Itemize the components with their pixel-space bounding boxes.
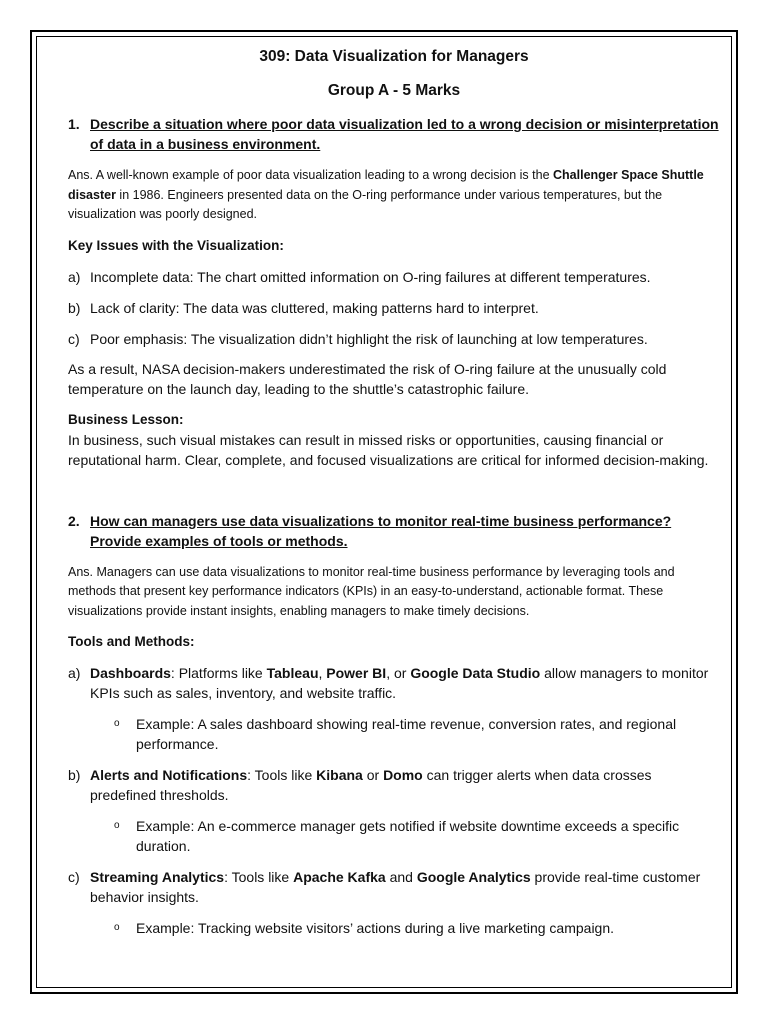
item-text xyxy=(90,765,720,805)
item-label: a) xyxy=(68,268,81,285)
bullet-icon: o xyxy=(114,820,120,831)
question-2 xyxy=(68,511,720,551)
question-number: 1. xyxy=(68,116,80,132)
lesson-heading: Business Lesson: xyxy=(68,411,184,427)
issue-item xyxy=(68,329,720,349)
answer-prefix: Ans. A well-known example of poor data visualization leading to a wrong decision is the xyxy=(68,168,554,182)
text-run: , or xyxy=(386,665,411,681)
question-text: Describe a situation where poor data visualization led to a wrong decision or misinterpretation of data in a business environment. xyxy=(90,116,719,152)
tool-item-streaming xyxy=(68,867,720,907)
document-body xyxy=(68,46,720,938)
item-text xyxy=(90,867,720,907)
tool-name: Dashboards xyxy=(90,665,171,681)
result-paragraph: As a result, NASA decision-makers underestimated the risk of O-ring failure at the unusually cold temperature on the launch day, leading to the shuttle’s catastrophic failure. xyxy=(68,360,667,397)
answer-emphasis: Challenger Space Shuttle disaster xyxy=(68,168,704,202)
issues-heading: Key Issues with the Visualization: xyxy=(68,237,284,253)
text-run: can trigger alerts when data crosses predefined thresholds. xyxy=(90,767,652,803)
issue-item xyxy=(68,267,720,287)
issue-item xyxy=(68,298,720,318)
tool-item-alerts xyxy=(68,765,720,805)
bullet-icon: o xyxy=(114,718,120,729)
tool-name: Streaming Analytics xyxy=(90,869,225,885)
text-run: , xyxy=(318,665,327,681)
item-label: b) xyxy=(68,299,81,316)
item-label: c) xyxy=(68,330,80,347)
answer-1 xyxy=(68,166,720,225)
example-text: Example: Tracking website visitors’ actions during a live marketing campaign. xyxy=(136,920,615,936)
item-text: Poor emphasis: The visualization didn’t highlight the risk of launching at low temperatures. xyxy=(90,330,648,347)
tool-brand: Tableau xyxy=(266,665,319,681)
answer-2: Ans. Managers can use data visualizations to monitor real-time business performance by leveraging tools and methods that present key performance indicators (KPIs) in an easy-to-understand, actionable format. These visualizations provide instant insights, enabling managers to make timely decisions. xyxy=(68,564,675,618)
example-item xyxy=(68,918,720,938)
answer-rest: in 1986. Engineers presented data on the O-ring performance under various temperatures, but the visualization was poorly designed. xyxy=(68,187,663,221)
tool-brand: Google Data Studio xyxy=(410,665,541,681)
item-label: b) xyxy=(68,767,81,783)
tool-item-dashboards xyxy=(68,663,720,703)
group-heading: Group A - 5 Marks xyxy=(327,82,461,99)
example-text: Example: A sales dashboard showing real-time revenue, conversion rates, and regional performance. xyxy=(136,716,677,752)
bullet-icon: o xyxy=(114,922,120,933)
question-text: How can managers use data visualizations to monitor real-time business performance? Provide examples of tools or methods. xyxy=(90,512,672,549)
document-title: 309: Data Visualization for Managers xyxy=(259,48,529,65)
text-run: or xyxy=(362,767,384,783)
tool-brand: Kibana xyxy=(316,767,363,783)
tool-brand: Domo xyxy=(383,767,423,783)
item-text xyxy=(90,663,720,703)
text-run: : Tools like xyxy=(247,767,317,783)
text-run: allow managers to monitor KPIs such as sales, inventory, and website traffic. xyxy=(90,665,709,701)
example-item xyxy=(68,816,720,856)
lesson-paragraph: In business, such visual mistakes can result in missed risks or opportunities, causing financial or reputational harm. Clear, complete, and focused visualizations are critical for informed decision-making. xyxy=(68,431,709,468)
text-run: : Tools like xyxy=(224,869,294,885)
text-run: provide real-time customer behavior insights. xyxy=(90,869,701,905)
item-text: Incomplete data: The chart omitted information on O-ring failures at different temperatures. xyxy=(90,268,651,285)
example-item xyxy=(68,714,720,754)
tool-brand: Apache Kafka xyxy=(293,869,386,885)
tools-heading: Tools and Methods: xyxy=(68,634,195,649)
text-run: : Platforms like xyxy=(170,665,267,681)
text-run: and xyxy=(385,869,417,885)
tool-brand: Power BI xyxy=(326,665,387,681)
question-number: 2. xyxy=(68,512,80,529)
item-label: a) xyxy=(68,665,81,681)
item-label: c) xyxy=(68,869,80,885)
tool-brand: Google Analytics xyxy=(416,869,531,885)
question-1 xyxy=(68,114,720,154)
item-text: Lack of clarity: The data was cluttered, making patterns hard to interpret. xyxy=(90,299,539,316)
example-text: Example: An e-commerce manager gets notified if website downtime exceeds a specific duration. xyxy=(136,818,680,854)
tool-name: Alerts and Notifications xyxy=(90,767,248,783)
